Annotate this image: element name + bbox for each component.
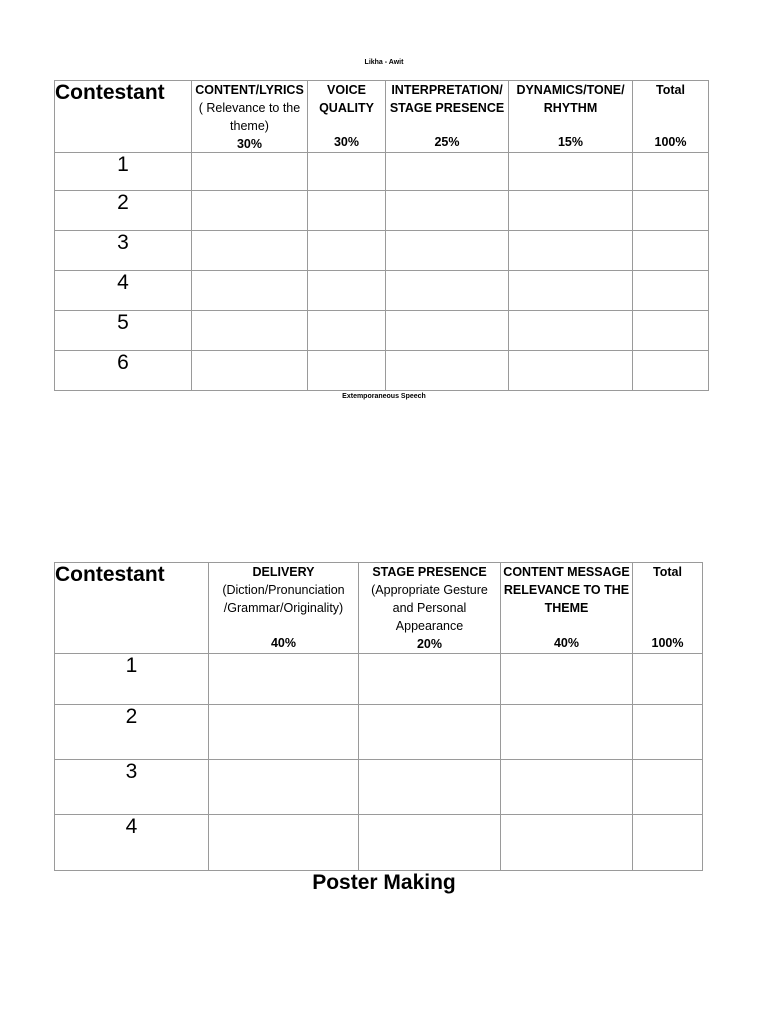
criterion-weight: 40% (270, 636, 297, 650)
score-cell (192, 153, 308, 191)
extemporaneous-speech-rubric-table (54, 562, 703, 871)
score-cell (386, 311, 509, 351)
criterion-weight: 100% (651, 636, 684, 650)
score-cell (501, 705, 633, 760)
score-cell (308, 153, 386, 191)
total-cell (633, 705, 703, 760)
total-cell (633, 271, 709, 311)
score-cell (501, 654, 633, 705)
table-row (55, 191, 709, 231)
criterion-weight: 100% (654, 135, 687, 149)
score-cell (386, 271, 509, 311)
criterion-header (359, 563, 501, 654)
table-header-row (55, 81, 709, 153)
criterion-header (308, 81, 386, 153)
contestant-number: 5 (55, 311, 192, 351)
criterion-header (192, 81, 308, 153)
criterion-title: VOICE QUALITY (319, 83, 374, 115)
contestant-number: 3 (55, 760, 209, 815)
table-row (55, 815, 703, 871)
table-header-row (55, 563, 703, 654)
contestant-number: 6 (55, 351, 192, 391)
table-row (55, 231, 709, 271)
score-cell (501, 815, 633, 871)
score-cell (209, 760, 359, 815)
total-cell (633, 654, 703, 705)
table-row (55, 271, 709, 311)
score-cell (509, 231, 633, 271)
score-cell (509, 153, 633, 191)
criterion-title: Total (653, 565, 682, 579)
contestant-number: 2 (55, 191, 192, 231)
table-row (55, 351, 709, 391)
table-row (55, 760, 703, 815)
score-cell (209, 654, 359, 705)
criterion-header (209, 563, 359, 654)
score-cell (509, 271, 633, 311)
contestant-number: 1 (55, 654, 209, 705)
score-cell (501, 760, 633, 815)
criterion-weight: 40% (553, 636, 580, 650)
total-column-header (633, 81, 709, 153)
criterion-title: CONTENT/LYRICS (195, 83, 304, 97)
criterion-header (501, 563, 633, 654)
table-row (55, 153, 709, 191)
score-cell (192, 351, 308, 391)
contestant-number: 4 (55, 815, 209, 871)
total-cell (633, 351, 709, 391)
criterion-description: ( Relevance to the theme) (198, 101, 301, 133)
criterion-title: Total (656, 83, 685, 97)
contestant-column-header: Contestant (55, 81, 192, 153)
contestant-number: 2 (55, 705, 209, 760)
criterion-description: (Appropriate Gesture and Personal Appearance (371, 583, 488, 633)
score-cell (192, 271, 308, 311)
score-cell (386, 191, 509, 231)
table-row (55, 705, 703, 760)
middle-caption: Extemporaneous Speech (342, 393, 426, 400)
score-cell (509, 351, 633, 391)
poster-making-title: Poster Making (312, 871, 456, 894)
score-cell (509, 311, 633, 351)
score-cell (209, 815, 359, 871)
criterion-title: INTERPRETATION/ STAGE PRESENCE (389, 83, 505, 115)
score-cell (359, 705, 501, 760)
score-cell (192, 311, 308, 351)
total-cell (633, 760, 703, 815)
criterion-weight: 30% (236, 137, 263, 151)
total-cell (633, 191, 709, 231)
criterion-weight: 30% (333, 135, 360, 149)
contestant-number: 1 (55, 153, 192, 191)
total-cell (633, 311, 709, 351)
score-cell (308, 351, 386, 391)
score-cell (386, 153, 509, 191)
criterion-weight: 20% (416, 637, 443, 651)
table-row (55, 311, 709, 351)
criterion-description: (Diction/Pronunciation /Grammar/Originality) (222, 583, 345, 615)
score-cell (192, 231, 308, 271)
score-cell (359, 815, 501, 871)
contestant-column-header: Contestant (55, 563, 209, 654)
criterion-weight: 25% (434, 135, 460, 149)
score-cell (386, 351, 509, 391)
total-column-header (633, 563, 703, 654)
contestant-number: 4 (55, 271, 192, 311)
criterion-header (386, 81, 509, 153)
total-cell (633, 153, 709, 191)
criterion-title: CONTENT MESSAGE RELEVANCE TO THE THEME (503, 565, 630, 615)
score-cell (509, 191, 633, 231)
score-cell (308, 231, 386, 271)
criterion-title: DELIVERY (252, 565, 315, 579)
criterion-title: STAGE PRESENCE (372, 565, 487, 579)
total-cell (633, 231, 709, 271)
likha-awit-rubric-table (54, 80, 709, 391)
criterion-title: DYNAMICS/TONE/ RHYTHM (516, 83, 625, 115)
contestant-number: 3 (55, 231, 192, 271)
score-cell (209, 705, 359, 760)
criterion-header (509, 81, 633, 153)
score-cell (308, 311, 386, 351)
score-cell (359, 760, 501, 815)
table-row (55, 654, 703, 705)
score-cell (386, 231, 509, 271)
top-caption: Likha - Awit (364, 59, 404, 66)
score-cell (308, 271, 386, 311)
score-cell (308, 191, 386, 231)
criterion-weight: 15% (557, 135, 584, 149)
score-cell (192, 191, 308, 231)
score-cell (359, 654, 501, 705)
total-cell (633, 815, 703, 871)
